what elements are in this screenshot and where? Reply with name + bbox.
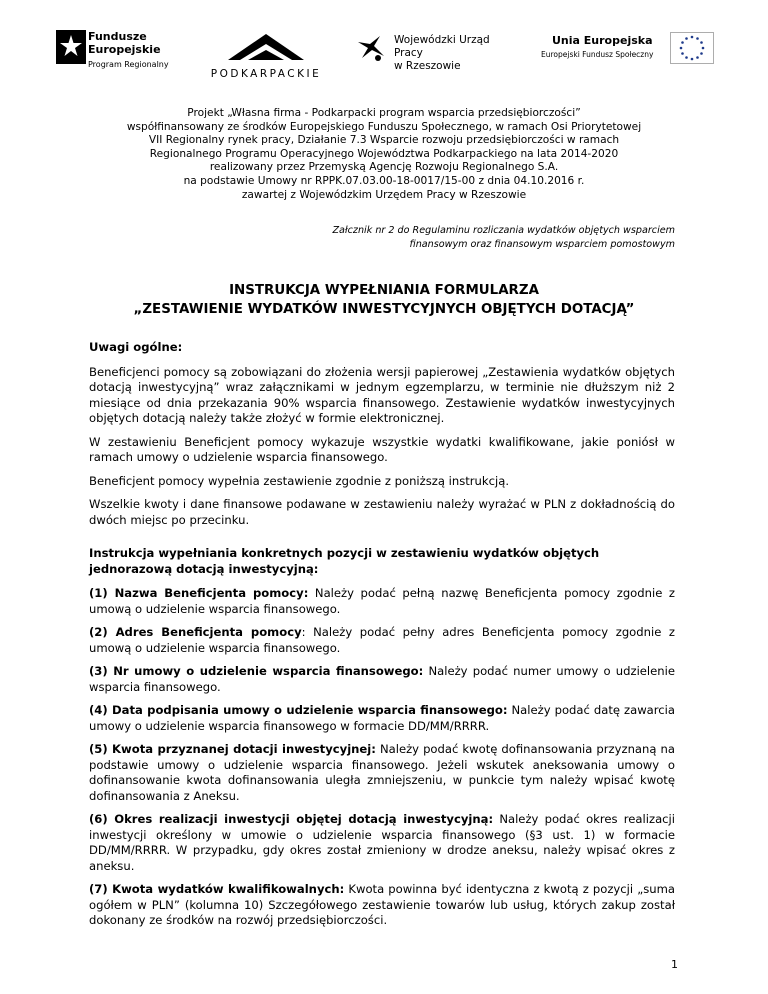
general-paragraph: Wszelkie kwoty i dane finansowe podawane w zestawieniu należy wyrażać w PLN z dokładnością do dwóch miejsc po przecinku. <box>89 497 675 527</box>
instruction-label: (1) Nazwa Beneficjenta pomocy: <box>89 586 309 600</box>
wup-line1: Wojewódzki Urząd Pracy <box>394 34 490 59</box>
instruction-label: (3) Nr umowy o udzielenie wsparcia finansowego: <box>89 664 424 678</box>
instruction-item <box>89 812 675 874</box>
fe-line1: Fundusze <box>88 30 147 43</box>
instructions-heading: Instrukcja wypełniania konkretnych pozycji w zestawieniu wydatków objętych jednorazową dotacją inwestycyjną: <box>89 546 600 576</box>
instruction-text: Należy podać okres realizacji inwestycji określony w umowie o udzielenie wsparcia finansowego (§3 ust. 1) w formacie DD/MM/RRRR. W przypadku, gdy okres został zmieniony w drodze aneksu, należy wpisać okres z aneksu. <box>89 812 675 873</box>
document-body <box>89 340 675 937</box>
instruction-label: (4) Data podpisania umowy o udzielenie wsparcia finansowego: <box>89 703 508 717</box>
instruction-label: (5) Kwota przyznanej dotacji inwestycyjnej: <box>89 742 376 756</box>
instruction-item <box>89 703 675 734</box>
project-line: Regionalnego Programu Operacyjnego Województwa Podkarpackiego na lata 2014-2020 <box>149 147 619 160</box>
fundusze-europejskie-logo <box>56 26 216 82</box>
ue-title: Unia Europejska <box>552 34 653 47</box>
eu-flag-icon <box>670 32 714 64</box>
instruction-label: (2) Adres Beneficjenta pomocy <box>89 625 302 639</box>
fe-line3: Program Regionalny <box>88 60 169 69</box>
attachment-note <box>300 224 675 251</box>
project-line: zawartej z Wojewódzkim Urzędem Pracy w Rzeszowie <box>241 188 527 201</box>
instruction-text: Kwota powinna być identyczna z kwotą z pozycji „suma ogółem w PLN” (kolumna 10) Szczegółowego zestawienie towarów lub usług, których zakup został dokonany ze środków na rozwój przedsiębiorczości. <box>89 882 675 927</box>
wup-line2: w Rzeszowie <box>394 60 461 72</box>
title-line1: INSTRUKCJA WYPEŁNIANIA FORMULARZA <box>229 283 539 298</box>
project-line: realizowany przez Przemyską Agencję Rozwoju Regionalnego S.A. <box>209 161 559 174</box>
instruction-text: Należy podać kwotę dofinansowania przyznaną na podstawie umowy o udzielenie wsparcia finansowego. Jeżeli wskutek aneksowania umowy o dofinansowanie kwota dofinansowania uległa zmniejszeniu, w punkcie tym należy wpisać kwotę dofinansowania z Aneksu. <box>89 742 675 803</box>
instruction-item <box>89 625 675 656</box>
ue-subtitle: Europejski Fundusz Społeczny <box>541 50 654 59</box>
fe-line2: Europejskie <box>88 43 161 56</box>
document-title <box>60 282 708 319</box>
general-heading: Uwagi ogólne: <box>89 340 183 354</box>
instruction-item <box>89 742 675 804</box>
unia-europejska-logo <box>538 32 718 72</box>
general-paragraph: W zestawieniu Beneficjent pomocy wykazuje wszystkie wydatki kwalifikowane, jakie poniósł w ramach umowy o udzielenie wsparcia finansowego. <box>89 434 675 464</box>
fe-star-icon <box>56 30 86 64</box>
wup-emblem-icon <box>354 32 388 66</box>
title-line2: „ZESTAWIENIE WYDATKÓW INWESTYCYJNYCH OBJĘTYCH DOTACJĄ” <box>133 301 635 317</box>
instruction-item <box>89 586 675 617</box>
general-paragraph: Beneficjenci pomocy są zobowiązani do złożenia wersji papierowej „Zestawienia wydatków objętych dotacją inwestycyjną” wraz załącznikami w jednym egzemplarzu, w terminie nie dłuższym niż 2 miesiące od dnia przekazania 90% wsparcia finansowego. Zestawienie wydatków inwestycyjnych objętych dotacją należy także złożyć w formie elektronicznej. <box>89 364 675 425</box>
podkarpackie-wordmark: PODKARPACKIE <box>210 68 322 80</box>
instruction-text: : Należy podać pełny adres Beneficjenta pomocy zgodnie z umową o udzielenie wsparcia finansowego. <box>89 625 675 655</box>
instruction-item <box>89 882 675 929</box>
instruction-text: Należy podać numer umowy o udzielenie wsparcia finansowego. <box>89 664 675 694</box>
attachment-line: finansowym oraz finansowym wsparciem pomostowym <box>409 238 675 250</box>
wup-logo <box>354 32 514 72</box>
project-line: Projekt „Własna firma - Podkarpacki program wsparcia przedsiębiorczości” <box>187 107 581 119</box>
podkarpackie-logo <box>200 30 332 86</box>
attachment-line: Załcznik nr 2 do Regulaminu rozliczania wydatków objętych wsparciem <box>332 225 675 236</box>
project-line: VII Regionalny rynek pracy, Działanie 7.3 Wsparcie rozwoju przedsiębiorczości w ramach <box>148 134 620 147</box>
podkarpackie-mountain-icon <box>226 30 306 64</box>
project-description <box>50 107 718 202</box>
project-line: na podstawie Umowy nr RPPK.07.03.00-18-0017/15-00 z dnia 04.10.2016 r. <box>183 174 585 187</box>
project-line: współfinansowany ze środków Europejskiego Funduszu Społecznego, w ramach Osi Priorytetowej <box>126 120 642 133</box>
page-number: 1 <box>671 958 678 971</box>
instruction-text: Należy podać pełną nazwę Beneficjenta pomocy zgodnie z umową o udzielenie wsparcia finansowego. <box>89 586 675 616</box>
instruction-label: (7) Kwota wydatków kwalifikowalnych: <box>89 882 345 896</box>
instruction-label: (6) Okres realizacji inwestycji objętej dotacją inwestycyjną: <box>89 812 494 826</box>
instruction-text: Należy podać datę zawarcia umowy o udzielenie wsparcia finansowego w formacie DD/MM/RRRR. <box>89 703 676 733</box>
instruction-item <box>89 664 675 695</box>
logo-bar <box>0 22 768 82</box>
general-paragraph: Beneficjent pomocy wypełnia zestawienie zgodnie z poniższą instrukcją. <box>89 473 510 488</box>
